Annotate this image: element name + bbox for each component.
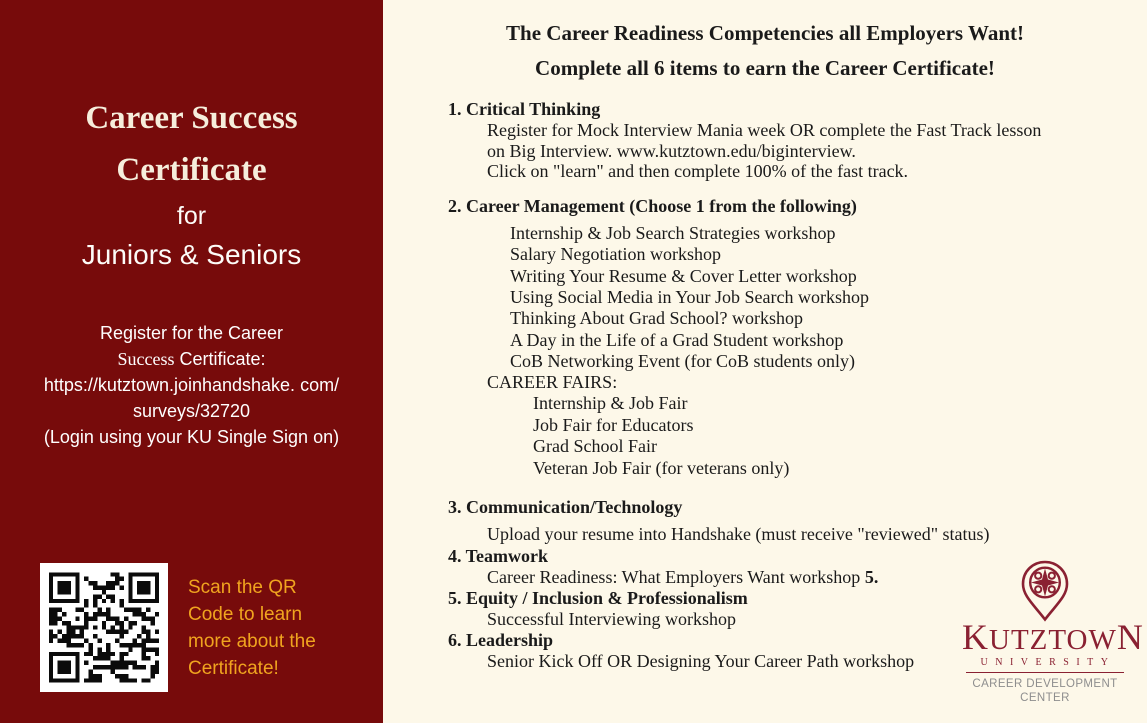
career-fairs-label: CAREER FAIRS:	[487, 372, 618, 393]
register-line2	[0, 346, 383, 372]
list-item: Using Social Media in Your Job Search workshop	[510, 287, 869, 307]
kutztown-wordmark	[962, 617, 1144, 657]
header-line2: Complete all 6 items to earn the Career Certificate!	[535, 56, 995, 80]
section-3-body: Upload your resume into Handshake (must receive "reviewed" status)	[487, 524, 990, 545]
wordmark-n: N	[1116, 617, 1144, 657]
section-2-title: 2. Career Management (Choose 1 from the following)	[448, 196, 857, 217]
list-item: Salary Negotiation workshop	[510, 244, 721, 265]
section-5-title: 5. Equity / Inclusion & Professionalism	[448, 588, 748, 609]
qr-caption-line2: Code to learn	[188, 604, 303, 625]
sidebar-title-line1: Career Success	[85, 100, 298, 136]
qr-caption	[188, 574, 316, 682]
sidebar-subtitle-audience: Juniors & Seniors	[81, 239, 302, 270]
sidebar-title-line2: Certificate	[116, 152, 267, 188]
header-line1: The Career Readiness Competencies all Employers Want!	[506, 21, 1024, 45]
register-url-line2: surveys/32720	[132, 401, 251, 421]
department-label	[962, 677, 1128, 705]
qr-code	[40, 563, 168, 692]
sidebar	[0, 0, 383, 723]
department-line1: CAREER DEVELOPMENT	[972, 678, 1118, 690]
list-item: Veteran Job Fair (for veterans only)	[533, 457, 790, 478]
wordmark-k: K	[962, 617, 989, 657]
list-item: Internship & Job Fair	[533, 393, 688, 414]
sidebar-title	[0, 92, 383, 196]
wordmark-mid: UTZTOW	[989, 624, 1117, 656]
main-header	[383, 0, 1147, 80]
register-line2-rest: Certificate:	[174, 349, 266, 369]
section-1-line3: Click on "learn" and then complete 100% of the fast track.	[487, 161, 909, 182]
qr-caption-line1: Scan the QR	[188, 577, 297, 598]
section-4-bold-suffix: 5.	[864, 567, 879, 588]
qr-caption-line3: more about the	[188, 631, 316, 652]
career-fairs-items	[533, 393, 1147, 479]
sidebar-subtitle-for: for	[176, 202, 207, 230]
list-item: Writing Your Resume & Cover Letter workshop	[510, 265, 857, 286]
list-item: Thinking About Grad School? workshop	[510, 308, 803, 329]
list-item: Internship & Job Search Strategies workshop	[510, 223, 836, 244]
section-2-items	[510, 223, 1147, 372]
kutztown-logo	[962, 560, 1144, 705]
register-line1: Register for the Career	[99, 323, 284, 343]
qr-caption-line4: Certificate!	[188, 658, 279, 679]
register-line2-serif: Success	[117, 349, 175, 369]
section-6-title: 6. Leadership	[448, 630, 554, 651]
location-pin-icon	[962, 560, 1128, 622]
department-line2: CENTER	[1020, 692, 1070, 704]
register-info	[0, 320, 383, 450]
register-login-note: (Login using your KU Single Sign on)	[43, 427, 340, 447]
list-item: CoB Networking Event (for CoB students only)	[510, 350, 855, 371]
register-url-line1: https://kutztown.joinhandshake. com/	[43, 375, 340, 395]
section-1-line1: Register for Mock Interview Mania week OR complete the Fast Track lesson	[487, 120, 1042, 140]
list-item: Grad School Fair	[533, 436, 657, 457]
section-1-title: 1. Critical Thinking	[448, 99, 601, 119]
section-1-body	[487, 120, 1147, 182]
university-label: UNIVERSITY	[980, 657, 1116, 668]
section-5-body: Successful Interviewing workshop	[487, 609, 736, 630]
section-6-body: Senior Kick Off OR Designing Your Career Path workshop	[487, 651, 915, 672]
section-4-title: 4. Teamwork	[448, 546, 549, 567]
list-item: Job Fair for Educators	[533, 414, 694, 435]
section-4-line: Career Readiness: What Employers Want workshop	[487, 567, 865, 588]
logo-divider	[966, 672, 1124, 673]
list-item: A Day in the Life of a Grad Student workshop	[510, 329, 844, 350]
section-3-title: 3. Communication/Technology	[448, 497, 683, 518]
section-1-line2: on Big Interview. www.kutztown.edu/biginterview.	[487, 140, 856, 161]
